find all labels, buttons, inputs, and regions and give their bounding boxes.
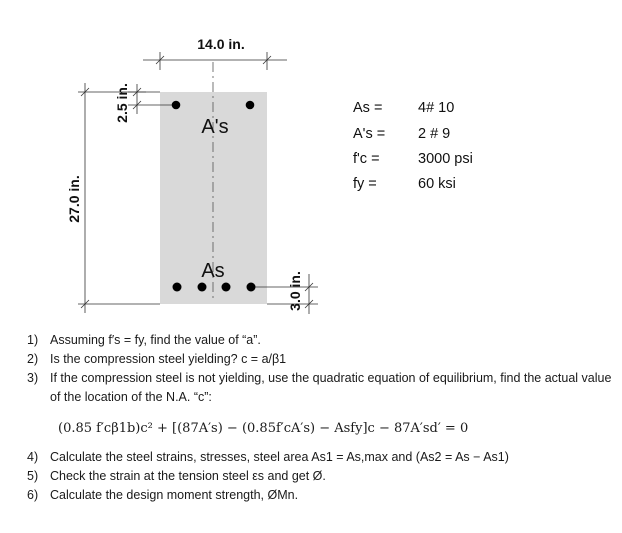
- compression-bar: [246, 101, 255, 110]
- equilibrium-equation: (0.85 f′cβ1b)c² + [(87A′s) − (0.85f′cA′s) − Asfy]c − 87A′sd′ = 0: [58, 421, 469, 436]
- question-text: Assuming f′s = fy, find the value of “a”.: [50, 333, 261, 347]
- question-item: [12, 486, 612, 505]
- question-item: [12, 331, 612, 350]
- question-item: [12, 448, 612, 467]
- question-item: [12, 350, 612, 369]
- compression-bar: [172, 101, 181, 110]
- question-text: Check the strain at the tension steel εs and get Ø.: [50, 469, 326, 483]
- question-number: 1): [27, 333, 39, 347]
- tension-steel-label: As: [201, 260, 225, 282]
- property-value: 3000 psi: [418, 151, 473, 167]
- property-label: A's =: [353, 126, 386, 142]
- tension-bar: [222, 283, 231, 292]
- question-item: [12, 467, 612, 486]
- width-dimension: [143, 52, 287, 70]
- property-label: As =: [353, 100, 383, 116]
- tension-bar: [173, 283, 182, 292]
- question-text: Is the compression steel yielding? c = a/β1: [50, 352, 287, 366]
- material-properties: [353, 100, 473, 192]
- question-number: 2): [27, 352, 39, 366]
- question-item: [12, 369, 612, 407]
- width-label: 14.0 in.: [197, 36, 245, 52]
- tension-bar: [247, 283, 256, 292]
- question-text: Calculate the design moment strength, ØMn.: [50, 488, 299, 502]
- question-number: 3): [27, 371, 39, 385]
- property-value: 4# 10: [418, 100, 455, 116]
- question-list: [12, 331, 612, 505]
- bottom-cover-label: 3.0 in.: [287, 271, 303, 311]
- question-number: 4): [27, 450, 39, 464]
- property-value: 2 # 9: [418, 126, 451, 142]
- question-text: Calculate the steel strains, stresses, steel area As1 = As,max and (As2 = As − As1): [50, 450, 509, 464]
- compression-steel-label: A's: [201, 116, 229, 138]
- tension-bar: [198, 283, 207, 292]
- height-label: 27.0 in.: [66, 175, 82, 223]
- property-label: fy =: [353, 176, 377, 192]
- question-number: 6): [27, 488, 39, 502]
- property-label: f'c =: [353, 151, 380, 167]
- top-cover-label: 2.5 in.: [114, 83, 130, 123]
- question-number: 5): [27, 469, 39, 483]
- question-text: If the compression steel is not yielding, use the quadratic equation of equilibrium, find the actual value of the location of the N.A. “c”:: [50, 371, 612, 404]
- property-value: 60 ksi: [418, 176, 456, 192]
